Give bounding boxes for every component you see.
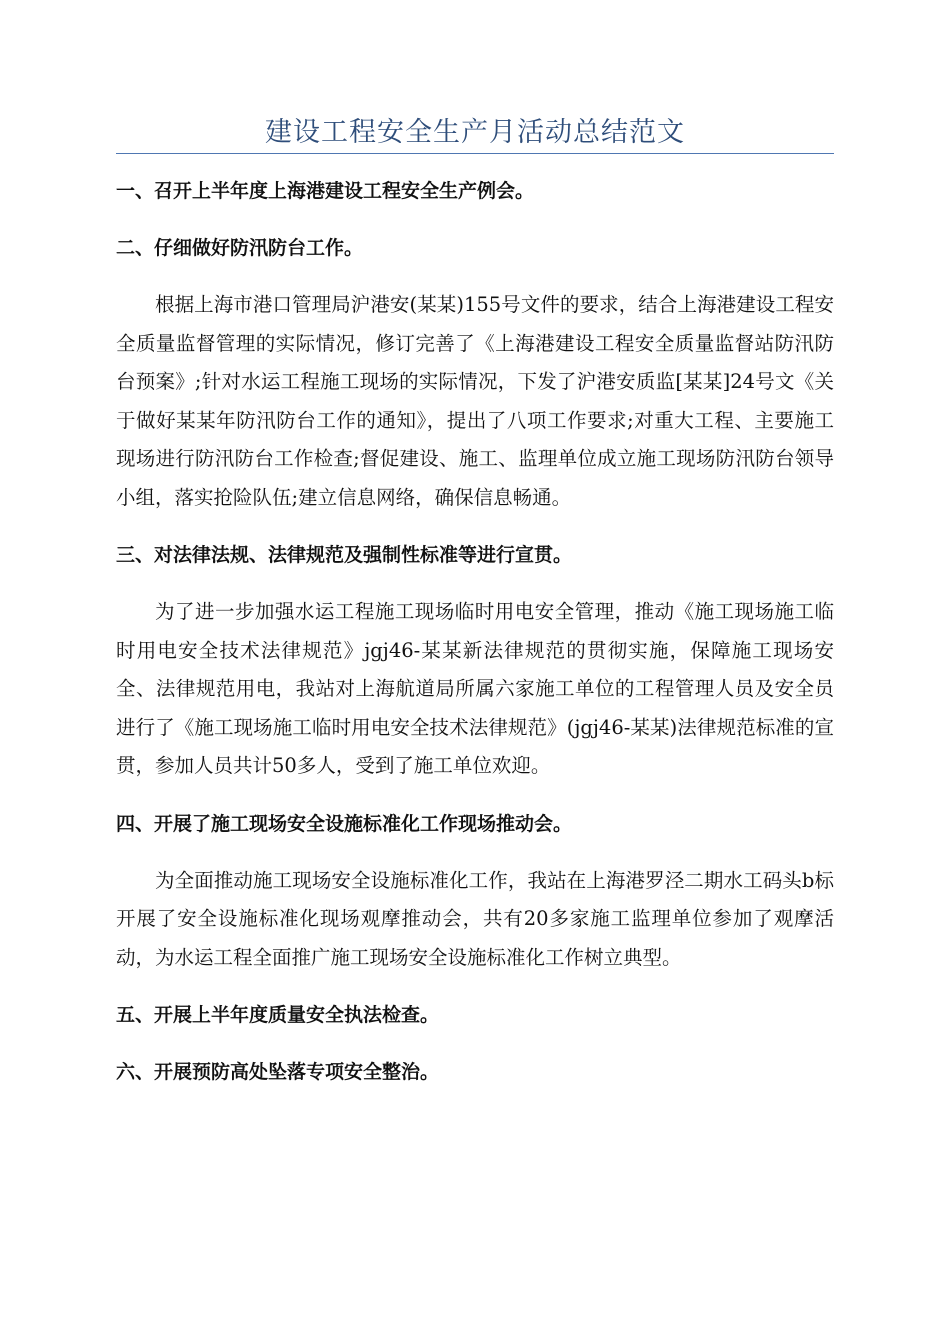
section-3-paragraph: 为了进一步加强水运工程施工现场临时用电安全管理，推动《施工现场施工临时用电安全技术法律规范》jgj46-某某新法律规范的贯彻实施，保障施工现场安全、法律规范用电，我站对上海航道局所属六家施工单位的工程管理人员及安全员进行了《施工现场施工临时用电安全技术法律规范》(jgj46-某某)法律规范标准的宣贯，参加人员共计50多人，受到了施工单位欢迎。 xyxy=(116,600,834,777)
section-2-heading: 二、仔细做好防汛防台工作。 xyxy=(116,237,364,259)
section-5-heading: 五、开展上半年度质量安全执法检查。 xyxy=(116,1004,440,1026)
section-6-heading: 六、开展预防高处坠落专项安全整治。 xyxy=(116,1061,440,1083)
section-4-paragraph: 为全面推动施工现场安全设施标准化工作，我站在上海港罗泾二期水工码头b标开展了安全设施标准化现场观摩推动会，共有20多家施工监理单位参加了观摩活动，为水运工程全面推广施工现场安全设施标准化工作树立典型。 xyxy=(116,868,834,969)
document-body xyxy=(116,172,834,1110)
section-3-heading: 三、对法律法规、法律规范及强制性标准等进行宣贯。 xyxy=(116,544,573,566)
document-title: 建设工程安全生产月活动总结范文 xyxy=(265,117,685,148)
section-4-heading: 四、开展了施工现场安全设施标准化工作现场推动会。 xyxy=(116,812,573,835)
title-underline xyxy=(116,153,834,154)
section-2-paragraph: 根据上海市港口管理局沪港安(某某)155号文件的要求，结合上海港建设工程安全质量监督管理的实际情况，修订完善了《上海港建设工程安全质量监督站防汛防台预案》;针对水运工程施工现场的实际情况，下发了沪港安质监[某某]24号文《关于做好某某年防汛防台工作的通知》，提出了八项工作要求;对重大工程、主要施工现场进行防汛防台工作检查;督促建设、施工、监理单位成立施工现场防汛防台领导小组，落实抢险队伍;建立信息网络，确保信息畅通。 xyxy=(116,293,834,509)
section-1-heading: 一、召开上半年度上海港建设工程安全生产例会。 xyxy=(116,180,535,202)
